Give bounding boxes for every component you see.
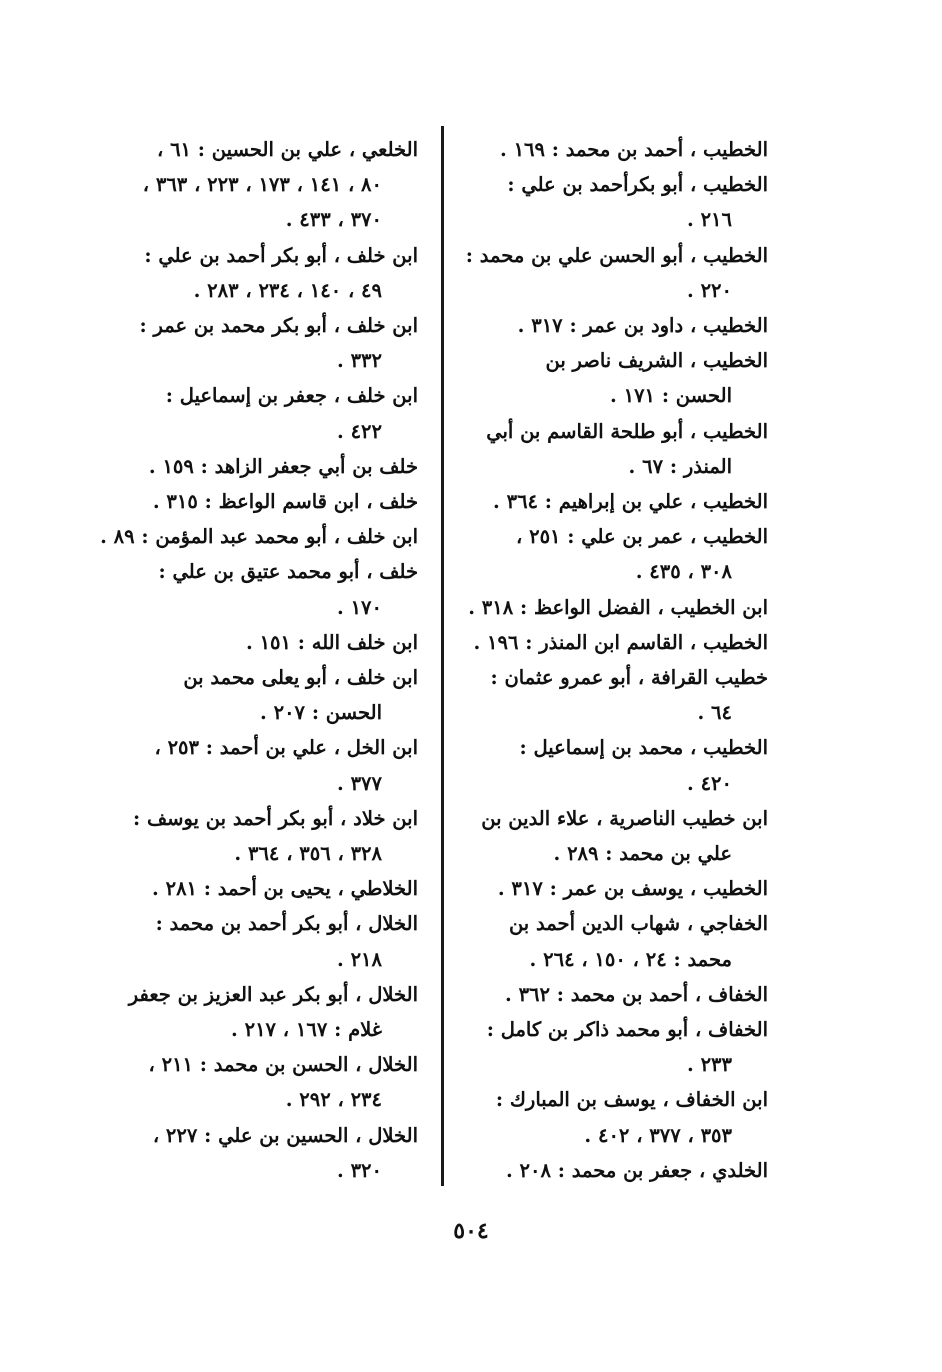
index-entry (116, 977, 418, 1047)
index-entry (462, 1082, 768, 1152)
index-column-right (462, 132, 768, 1188)
index-entry (116, 308, 418, 378)
index-entry (116, 801, 418, 871)
index-entry-line: خلف ، ابن قاسم الواعظ : ٣١٥ . (152, 490, 418, 514)
index-entry-line: خطيب القرافة ، أبو عمرو عثمان : (490, 666, 768, 690)
index-entry-line: الخطيب ، يوسف بن عمر : ٣١٧ . (497, 877, 768, 901)
index-entry-line: ابن خطيب الناصرية ، علاء الدين بن (481, 806, 768, 830)
index-entry-line: ابن خلف ، أبو بكر محمد بن عمر : (139, 314, 418, 338)
index-entry-line: الخطيب ، أبو الحسن علي بن محمد : (465, 243, 768, 267)
index-entry-continuation: ٦٤ . (697, 701, 732, 725)
index-entry-continuation: ١٧٠ . (337, 595, 382, 619)
index-entry-continuation: ٣٥٣ ، ٣٧٧ ، ٤٠٢ . (584, 1123, 732, 1147)
index-entry-line: الخطيب ، أبو بكرأحمد بن علي : (507, 173, 768, 197)
index-entry-line: ابن خلف ، أبو يعلى محمد بن (183, 666, 418, 690)
index-entry (462, 238, 768, 308)
index-entry-continuation: ٢١٨ . (337, 947, 382, 971)
index-entry-line: الخطيب ، علي بن إبراهيم : ٣٦٤ . (493, 490, 768, 514)
index-entry-continuation: محمد : ٢٤ ، ١٥٠ ، ٢٦٤ . (529, 947, 732, 971)
index-entry-continuation: علي بن محمد : ٢٨٩ . (553, 842, 732, 866)
index-entry-line: ابن خلف ، أبو محمد عبد المؤمن : ٨٩ . (100, 525, 418, 549)
index-entry-line: الخطيب ، عمر بن علي : ٢٥١ ، (516, 525, 768, 549)
index-entry-line: ابن الخطيب ، الفضل الواعظ : ٣١٨ . (468, 595, 768, 619)
index-entry (462, 167, 768, 237)
index-entry (100, 519, 418, 554)
index-entry (462, 906, 768, 976)
index-entry-continuation: ٢٣٤ ، ٢٩٢ . (285, 1088, 382, 1112)
index-entry (462, 1153, 768, 1188)
index-entry (462, 625, 768, 660)
index-entry-continuation: الحسن : ٢٠٧ . (260, 701, 382, 725)
index-entry (116, 730, 418, 800)
index-entry-line: خلف ، أبو محمد عتيق بن علي : (158, 560, 418, 584)
index-entry-line: الخفاجي ، شهاب الدين أحمد بن (508, 912, 768, 936)
index-entry (462, 484, 768, 519)
index-entry-continuation: المنذر : ٦٧ . (628, 454, 732, 478)
index-entry (116, 625, 418, 660)
index-entry (462, 977, 768, 1012)
index-entry (116, 378, 418, 448)
index-entry-line: خلف بن أبي جعفر الزاهد : ١٥٩ . (148, 454, 418, 478)
index-entry-continuation: ٣٧٧ . (337, 771, 382, 795)
index-entry (462, 660, 768, 730)
index-entry (116, 871, 418, 906)
index-entry-line: الخلال ، أبو بكر أحمد بن محمد : (155, 912, 418, 936)
index-entry (116, 484, 418, 519)
index-entry-continuation: ٢٢٠ . (687, 278, 732, 302)
index-entry-line: الخفاف ، أحمد بن محمد : ٣٦٢ . (505, 982, 768, 1006)
index-entry-line: الخلعي ، علي بن الحسين : ٦١ ، (156, 138, 418, 161)
index-entry (116, 660, 418, 730)
index-entry (462, 414, 768, 484)
index-entry-continuation: ٤٢٢ . (337, 419, 382, 443)
index-entry-line: الخلال ، أبو بكر عبد العزيز بن جعفر (128, 982, 418, 1006)
index-entry-continuation: ٨٠ ، ١٤١ ، ١٧٣ ، ٢٢٣ ، ٣٦٣ ، (142, 173, 382, 197)
index-entry-line: ابن خلف ، جعفر بن إسماعيل : (165, 384, 418, 408)
index-entry (116, 1118, 418, 1188)
index-entry (116, 238, 418, 308)
index-entry-continuation: ٤٢٠ . (687, 771, 732, 795)
index-entry-line: الخطيب ، القاسم ابن المنذر : ١٩٦ . (473, 630, 768, 654)
index-entry-line: ابن خلف ، أبو بكر أحمد بن علي : (144, 243, 418, 267)
index-entry (462, 590, 768, 625)
index-entry-continuation: ٢١٦ . (687, 208, 732, 232)
index-entry-line: الخطيب ، محمد بن إسماعيل : (519, 736, 768, 760)
index-entry-continuation: ٣٣٢ . (337, 349, 382, 373)
index-entry-line: الخفاف ، أبو محمد ذاكر بن كامل : (486, 1018, 768, 1042)
index-entry-continuation: ٣٠٨ ، ٤٣٥ . (635, 560, 732, 584)
index-entry (462, 801, 768, 871)
index-entry (116, 449, 418, 484)
index-entry-line: الخطيب ، أبو طلحة القاسم بن أبي (486, 419, 768, 443)
index-entry (462, 519, 768, 589)
index-entry-continuation: ٣٢٠ . (337, 1158, 382, 1182)
index-entry-line: الخطيب ، داود بن عمر : ٣١٧ . (517, 314, 768, 338)
index-entry (462, 308, 768, 343)
index-entry-continuation: غلام : ١٦٧ ، ٢١٧ . (231, 1018, 382, 1042)
index-entry-continuation: ٢٣٣ . (687, 1053, 732, 1077)
index-entry-continuation: ٤٩ ، ١٤٠ ، ٢٣٤ ، ٢٨٣ . (193, 278, 382, 302)
index-entry-continuation: الحسن : ١٧١ . (610, 384, 732, 408)
index-entry-line: ابن خلف الله : ١٥١ . (245, 630, 418, 654)
index-entry-line: ابن الخفاف ، يوسف بن المبارك : (495, 1088, 768, 1112)
index-entry (462, 1012, 768, 1082)
index-entry-line: الخلدي ، جعفر بن محمد : ٢٠٨ . (505, 1158, 768, 1182)
index-column-left (100, 132, 418, 1188)
index-entry (462, 730, 768, 800)
index-entry-continuation: ٣٢٨ ، ٣٥٦ ، ٣٦٤ . (234, 842, 382, 866)
index-entry (462, 132, 768, 167)
index-entry (116, 906, 418, 976)
page-number: ٥٠٤ (453, 1218, 489, 1244)
index-entry-line: الخطيب ، أحمد بن محمد : ١٦٩ . (500, 138, 768, 161)
index-entry (462, 871, 768, 906)
column-divider (441, 126, 444, 1186)
index-entry (116, 1047, 418, 1117)
index-entry (116, 132, 418, 238)
index-entry-line: الخلال ، الحسن بن محمد : ٢١١ ، (148, 1053, 418, 1077)
index-entry-line: الخلاطي ، يحيى بن أحمد : ٢٨١ . (152, 877, 418, 901)
index-entry-line: ابن خلاد ، أبو بكر أحمد بن يوسف : (132, 806, 418, 830)
index-entry-line: الخلال ، الحسين بن علي : ٢٢٧ ، (152, 1123, 418, 1147)
index-entry-line: الخطيب ، الشريف ناصر بن (545, 349, 768, 373)
index-entry (116, 554, 418, 624)
index-entry-continuation: ٣٧٠ ، ٤٣٣ . (285, 208, 382, 232)
index-entry-line: ابن الخل ، علي بن أحمد : ٢٥٣ ، (154, 736, 418, 760)
index-entry (462, 343, 768, 413)
